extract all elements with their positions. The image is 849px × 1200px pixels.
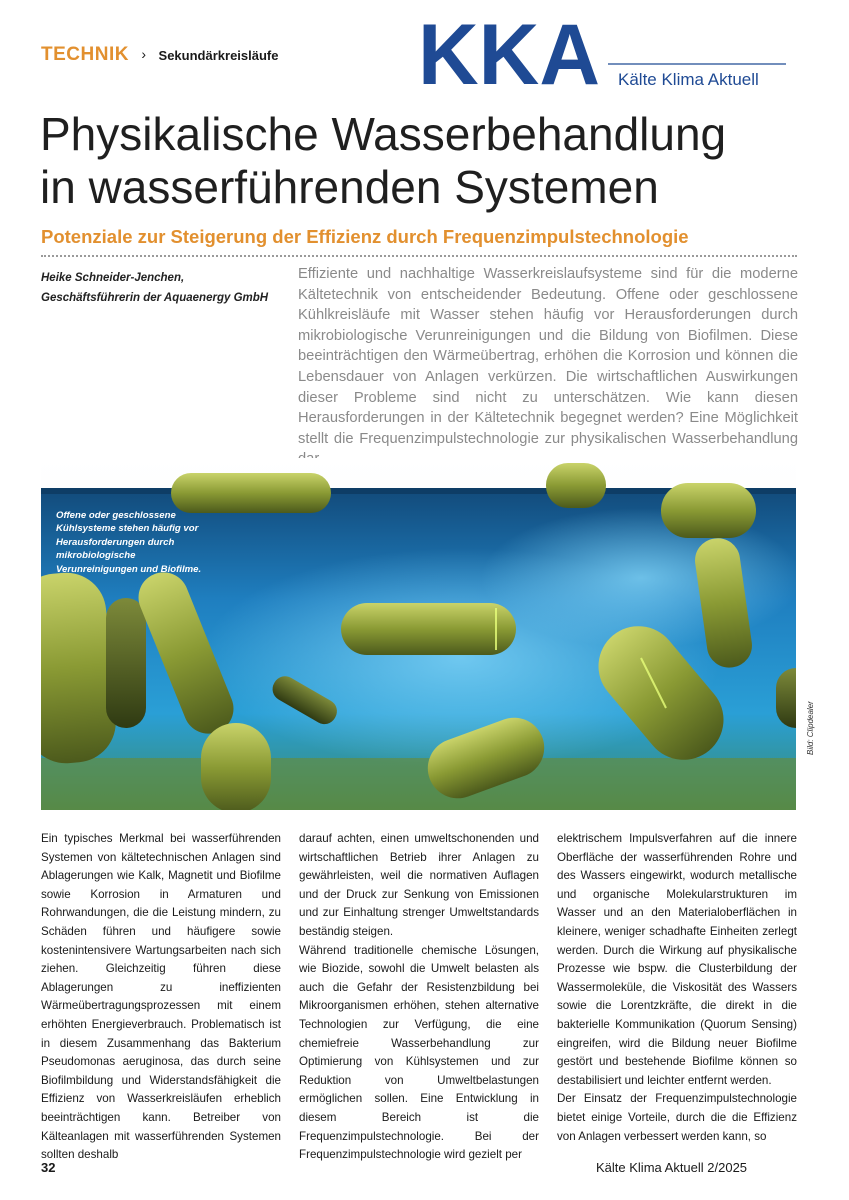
author-role: Geschäftsführerin der Aquaenergy GmbH: [41, 292, 269, 304]
body-paragraph: Der Einsatz der Frequenzimpulstechnologie bietet einige Vorteile, durch die die Effizienz von Anlagen verbessert werden kann, so: [557, 1092, 797, 1143]
article-subtitle: Potenziale zur Steigerung der Effizienz durch Frequenzimpulstechnologie: [41, 226, 689, 247]
magazine-issue: Kälte Klima Aktuell 2/2025: [596, 1160, 748, 1175]
body-paragraph: Während traditionelle chemische Lösungen, wie Biozide, sowohl die Umwelt belasten als auch die Gefahr der Resistenzbildung bei Mikroorganismen erhöhen, stehen alternative Technologien zur Verfügung, die eine chemiefreie Wasserbehandlung zur Optimierung von Kühlsystemen und zur Reduktion von Umweltbelastungen ermöglichen sollen. Eine Entwicklung in diesem Bereich ist die Frequenzimpulstechnologie. Bei der Frequenzimpulstechnologie wird gezielt per: [299, 943, 539, 1162]
image-credit: Bild: Clipdealer: [806, 701, 815, 755]
body-column-3: [557, 830, 797, 1146]
body-paragraph: elektrischem Impulsverfahren auf die innere Oberfläche der wasserführenden Rohre und des Wassers eingewirkt, wodurch metallische und organische Molekularstrukturen im Wasser und an den Materialoberflächen in kleinere, weniger schadhafte Einheiten zerlegt werden. Durch die Wirkung auf physikalische Prozesse wie bspw. die Clusterbildung der Wassermoleküle, die Viskosität des Wassers sowie die Lorentzkräfte, die direkt in die bakterielle Kommunikation (Quorum Sensing) eingreifen, wird die Bildung neuer Biofilme gestört und bestehende Biofilme können so destabilisiert und leichter entfernt werden.: [557, 832, 797, 1087]
image-caption: Offene oder geschlossene Kühlsysteme stehen häufig vor Herausforderungen durch mikrobiologische Verunreinigungen und Biofilme.: [56, 510, 202, 575]
subsection-label: Sekundärkreisläufe: [158, 48, 279, 63]
lead-paragraph: Effiziente und nachhaltige Wasserkreislaufsysteme sind für die moderne Kältetechnik von entscheidender Bedeutung. Offene oder geschlossene Kühlkreisläufe mit Wasser stehen häufig vor Herausforderungen durch mikrobiologische Verunreinigungen und die Bildung von Biofilmen. Diese beeinträchtigen den Wärmeübertrag, erhöhen die Korrosion und können die Lebensdauer von Anlagen verkürzen. Die wirtschaftlichen Auswirkungen dieser Probleme sind nicht zu unterschätzen. Wie kann diesen Herausforderungen in der Kältetechnik begegnet werden? Eine Möglichkeit stellt die Frequenzimpulstechnologie zur physikalischen Wasserbehandlung: [298, 266, 798, 447]
body-column-2: [299, 830, 539, 1165]
body-paragraph: Ein typisches Merkmal bei wasserführenden Systemen von kältetechnischen Anlagen sind Ablagerungen wie Kalk, Magnetit und Biofilme sowie Korrosion in Armaturen und Rohrwandungen, die die Leistung mindern, zu Schäden führen und häufigere sowie kostenintensivere Wartungsarbeiten nach sich ziehen. Gleichzeitig führen diese Ablagerungen zu ineffizienten Wärmeübertragungsprozessen mit einem erhöhten Energieverbrauch. Problematisch ist in diesem Zusammenhang das Bakterium Pseudomonas aeruginosa, das durch seine Biofilmbildung und Widerstandsfähigkeit die Effizienz von Wasserkreisläufen erheblich beeinträchtigen kann. Betreiber von Kälteanlagen mit wasserführenden Systemen sollten deshalb: [41, 832, 281, 1162]
page-number: 32: [41, 1160, 56, 1175]
body-column-1: [41, 830, 281, 1165]
logo-text: KKA: [418, 18, 600, 98]
title-line-1: Physikalische Wasserbehandlung: [40, 108, 727, 160]
article-title: [40, 108, 820, 214]
section-header: [41, 44, 278, 66]
body-paragraph: darauf achten, einen umweltschonenden und wirtschaftlichen Betrieb ihrer Anlagen zu gewährleisten, weil die normativen Auflagen und der Druck zur Senkung von Emissionen und zur Einhaltung strenger Umweltstandards beständig steigen.: [299, 832, 539, 938]
section-label: TECHNIK: [41, 44, 129, 65]
chevron-right-icon: ›: [141, 46, 147, 62]
title-line-2: in wasserführenden Systemen: [40, 161, 659, 213]
logo-subtitle: Kälte Klima Aktuell: [618, 70, 759, 89]
magazine-logo: [418, 18, 788, 98]
dotted-divider: [41, 255, 797, 257]
author-name: Heike Schneider-Jenchen,: [41, 272, 185, 284]
author-block: [41, 268, 281, 308]
